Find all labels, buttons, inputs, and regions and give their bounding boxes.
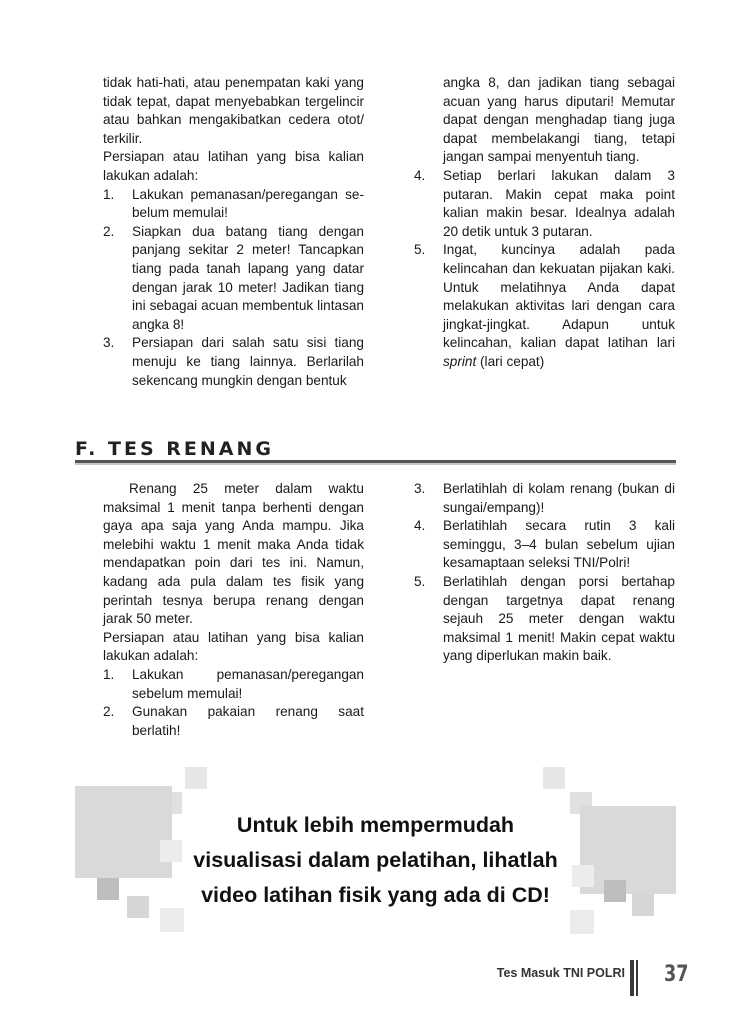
- bottom-right-column: [414, 480, 675, 666]
- list-item: 5. Ingat, kuncinya adalah pada kelincahan dan kekuatan pijakan kaki. Untuk melatihnya Anda dapat melakukan aktivitas lari dengan cara jingkat-jingkat. Adapun untuk kelincahan, kalian dapat latihan lari sprint (lari cepat): [414, 242, 675, 369]
- continuation-paragraph: tidak hati-hati, atau penempatan kaki yang tidak tepat, dapat menyebabkan tergelincir atau bahkan mengakibatkan cedera otot/ terkilir.: [103, 75, 364, 146]
- intro-paragraph: Persiapan atau latihan yang bisa kalian lakukan adalah:: [103, 629, 364, 664]
- footer-book-title: Tes Masuk TNI POLRI: [496, 966, 625, 980]
- bottom-left-column: [103, 480, 364, 740]
- section-title: F. TES RENANG: [75, 438, 274, 460]
- list-item: 1. Lakukan pemanasan/peregangan sebelum memulai!: [103, 186, 364, 221]
- preparation-list: [414, 167, 675, 372]
- list-item: 4. Berlatihlah secara rutin 3 kali seminggu, 3–4 bulan sebelum ujian kesamaptaan seleksi TNI/Polri!: [414, 518, 675, 571]
- list-item: 3. Persiapan dari salah satu sisi tiang menuju ke tiang lainnya. Berlarilah sekencang mungkin dengan bentuk: [103, 335, 364, 388]
- page-number: 37: [664, 962, 689, 987]
- footer-divider: [630, 960, 634, 996]
- list-item: 4. Setiap berlari lakukan dalam 3 putaran. Makin cepat maka point kalian makin besar. Idealnya adalah 20 detik untuk 3 putaran.: [414, 167, 675, 239]
- callout-line: video latihan fisik yang ada di CD!: [201, 883, 550, 907]
- section-rule-shadow: [75, 463, 676, 465]
- list-item: 3. Berlatihlah di kolam renang (bukan di sungai/empang)!: [414, 481, 675, 515]
- callout-line: visualisasi dalam pelatihan, lihatlah: [193, 848, 558, 872]
- footer-divider-thin: [636, 960, 638, 996]
- list-item: 1. Lakukan pemanasan/peregangan sebelum memulai!: [103, 666, 364, 701]
- preparation-list: [103, 186, 364, 391]
- cd-video-callout: [150, 808, 601, 913]
- list-item: 2. Gunakan pakaian renang saat berlatih!: [103, 704, 364, 738]
- preparation-list: [103, 666, 364, 740]
- top-left-column: [103, 74, 364, 390]
- swim-intro-paragraph: Renang 25 meter dalam waktu maksimal 1 menit tanpa berhenti dengan gaya apa saja yang Anda mampu. Jika melebihi waktu 1 menit maka Anda tidak mendapatkan poin dari tes ini. Namun, kadang ada pula dalam tes fisik yang perintah tesnya berupa renang dengan jarak 50 meter.: [103, 481, 364, 627]
- intro-paragraph: Persiapan atau latihan yang bisa kalian lakukan adalah:: [103, 149, 364, 183]
- list-item: 2. Siapkan dua batang tiang dengan panjang sekitar 2 meter! Tancapkan tiang pada tanah lapang yang datar dengan jarak 10 meter! Jadikan tiang ini sebagai acuan membentuk lintasan angka 8!: [103, 223, 364, 332]
- preparation-list: [414, 480, 675, 666]
- list-item: 5. Berlatihlah dengan porsi bertahap dengan targetnya dapat renang sejauh 25 meter dengan waktu maksimal 1 menit! Makin cepat waktu yang diperlukan makin baik.: [414, 573, 675, 664]
- top-right-column: [414, 74, 675, 372]
- continuation-paragraph: angka 8, dan jadikan tiang sebagai acuan yang harus diputari! Memutar dapat dengan menghadap tiang juga dapat membelakangi tiang, tetapi jangan sampai menyentuh tiang.: [443, 75, 675, 165]
- section-heading: [75, 438, 676, 462]
- callout-line: Untuk lebih mempermudah: [236, 813, 515, 837]
